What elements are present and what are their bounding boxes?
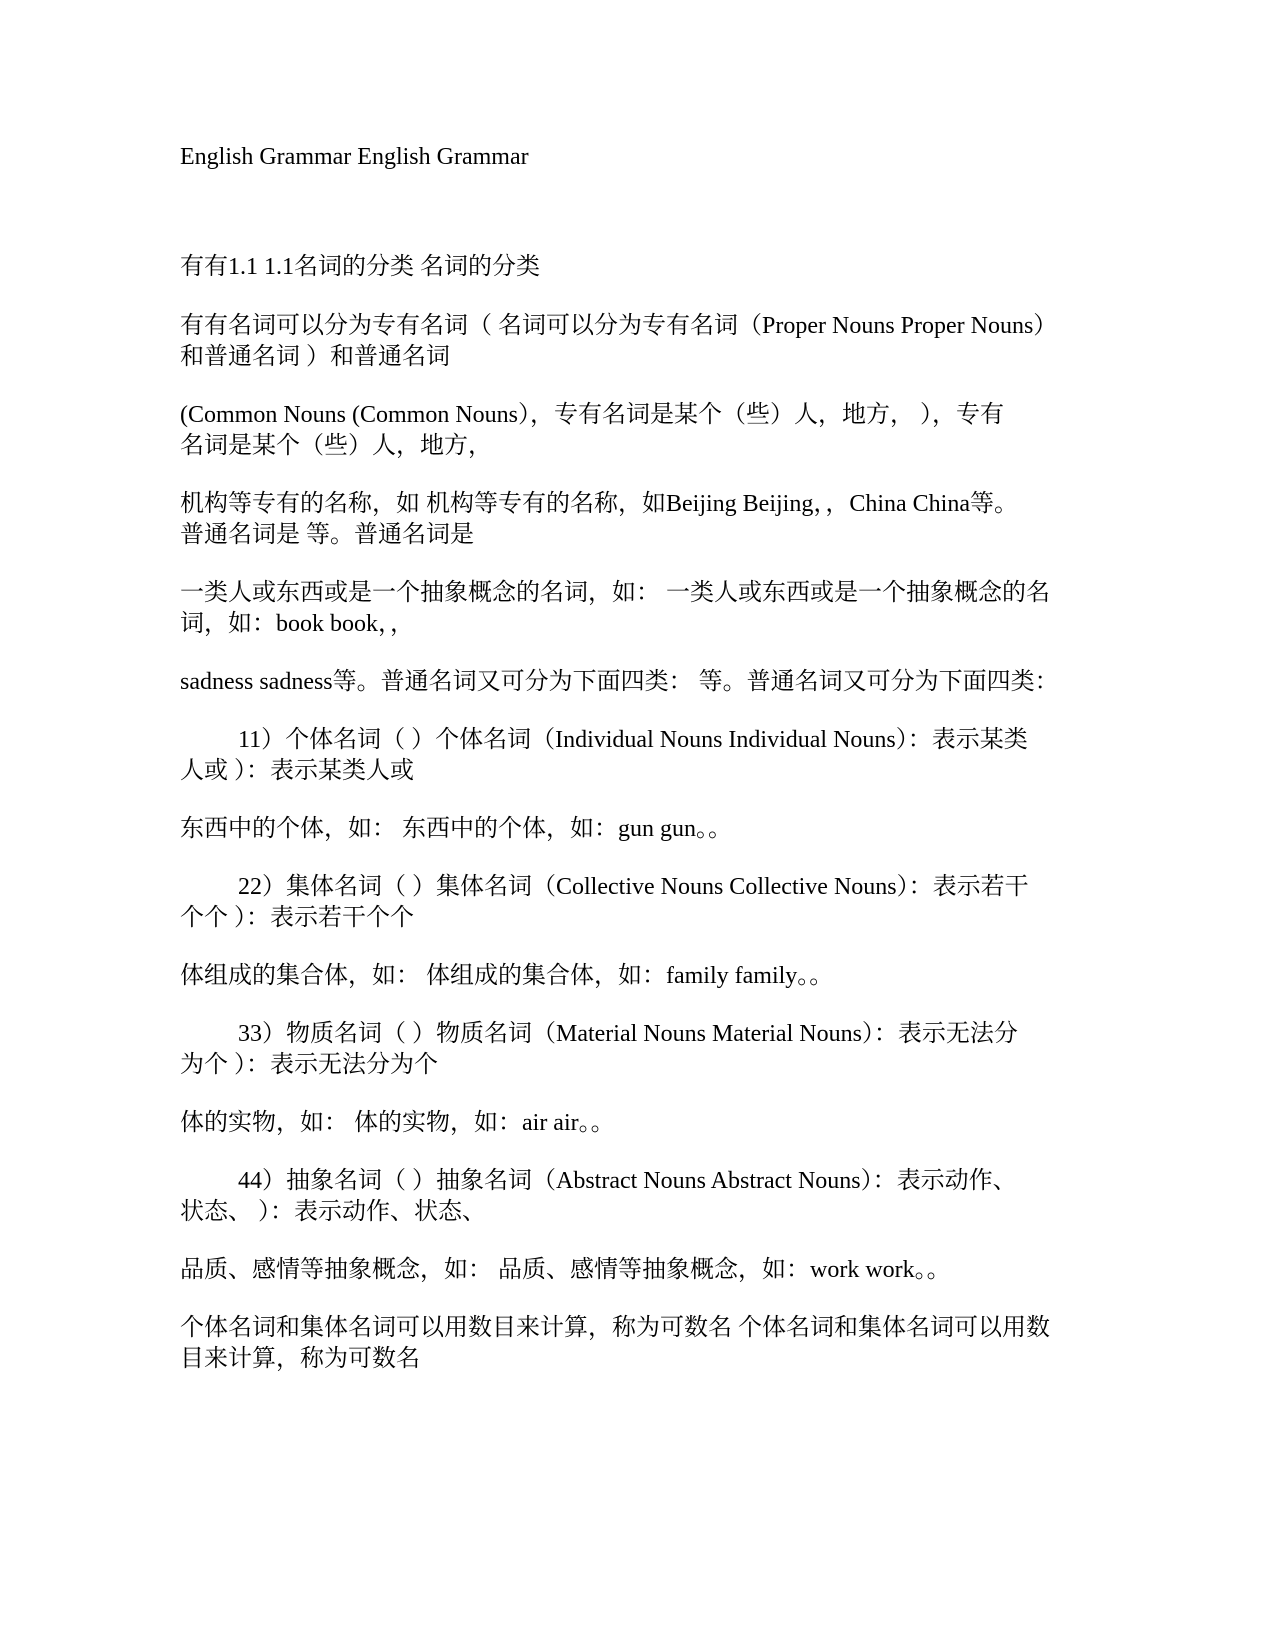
list-item-line: 33）物质名词（ ）物质名词（Material Nouns Material Nouns）：表示无法分	[238, 1021, 1018, 1047]
paragraph-line: 普通名词是 等。普通名词是	[180, 522, 474, 548]
paragraph-line: 目来计算，称为可数名	[180, 1346, 420, 1372]
list-item-line: 44）抽象名词（ ）抽象名词（Abstract Nouns Abstract Nouns）：表示动作、	[238, 1168, 1017, 1194]
paragraph-line: sadness sadness等。普通名词又可分为下面四类： 等。普通名词又可分为下面四类：	[180, 669, 1059, 695]
list-item-line: 人或 ）：表示某类人或	[180, 758, 414, 784]
list-item-line: 状态、 ）：表示动作、状态、	[180, 1199, 486, 1225]
paragraph-line: 体的实物，如： 体的实物，如：air air。。	[180, 1110, 615, 1136]
list-item-line: 22）集体名词（ ）集体名词（Collective Nouns Collective Nouns）：表示若干	[238, 874, 1029, 900]
paragraph-line: 有有名词可以分为专有名词（ 名词可以分为专有名词（Proper Nouns Proper Nouns）	[180, 313, 1058, 339]
paragraph-line: 一类人或东西或是一个抽象概念的名词，如： 一类人或东西或是一个抽象概念的名	[180, 580, 1050, 606]
paragraph-line: 个体名词和集体名词可以用数目来计算，称为可数名 个体名词和集体名词可以用数	[180, 1315, 1050, 1341]
list-item-line: 11）个体名词（ ）个体名词（Individual Nouns Individual Nouns）：表示某类	[238, 727, 1028, 753]
list-item-line: 个个 ）：表示若干个个	[180, 905, 414, 931]
paragraph-line: 词，如：book book，，	[180, 611, 414, 637]
section-heading: 有有1.1 1.1名词的分类 名词的分类	[180, 254, 540, 280]
document-title: English Grammar English Grammar	[180, 144, 529, 170]
paragraph-line: 机构等专有的名称，如 机构等专有的名称，如Beijing Beijing，，China China等。	[180, 491, 1018, 517]
paragraph-line: 体组成的集合体，如： 体组成的集合体，如：family family。。	[180, 963, 834, 989]
paragraph-line: 东西中的个体，如： 东西中的个体，如：gun gun。。	[180, 816, 732, 842]
paragraph-line: (Common Nouns (Common Nouns），专有名词是某个（些）人，地方， ），专有	[180, 402, 1005, 428]
paragraph-line: 名词是某个（些）人，地方，	[180, 433, 492, 459]
paragraph-line: 和普通名词 ）和普通名词	[180, 344, 450, 370]
paragraph-line: 品质、感情等抽象概念，如： 品质、感情等抽象概念，如：work work。。	[180, 1257, 951, 1283]
list-item-line: 为个 ）：表示无法分为个	[180, 1052, 438, 1078]
